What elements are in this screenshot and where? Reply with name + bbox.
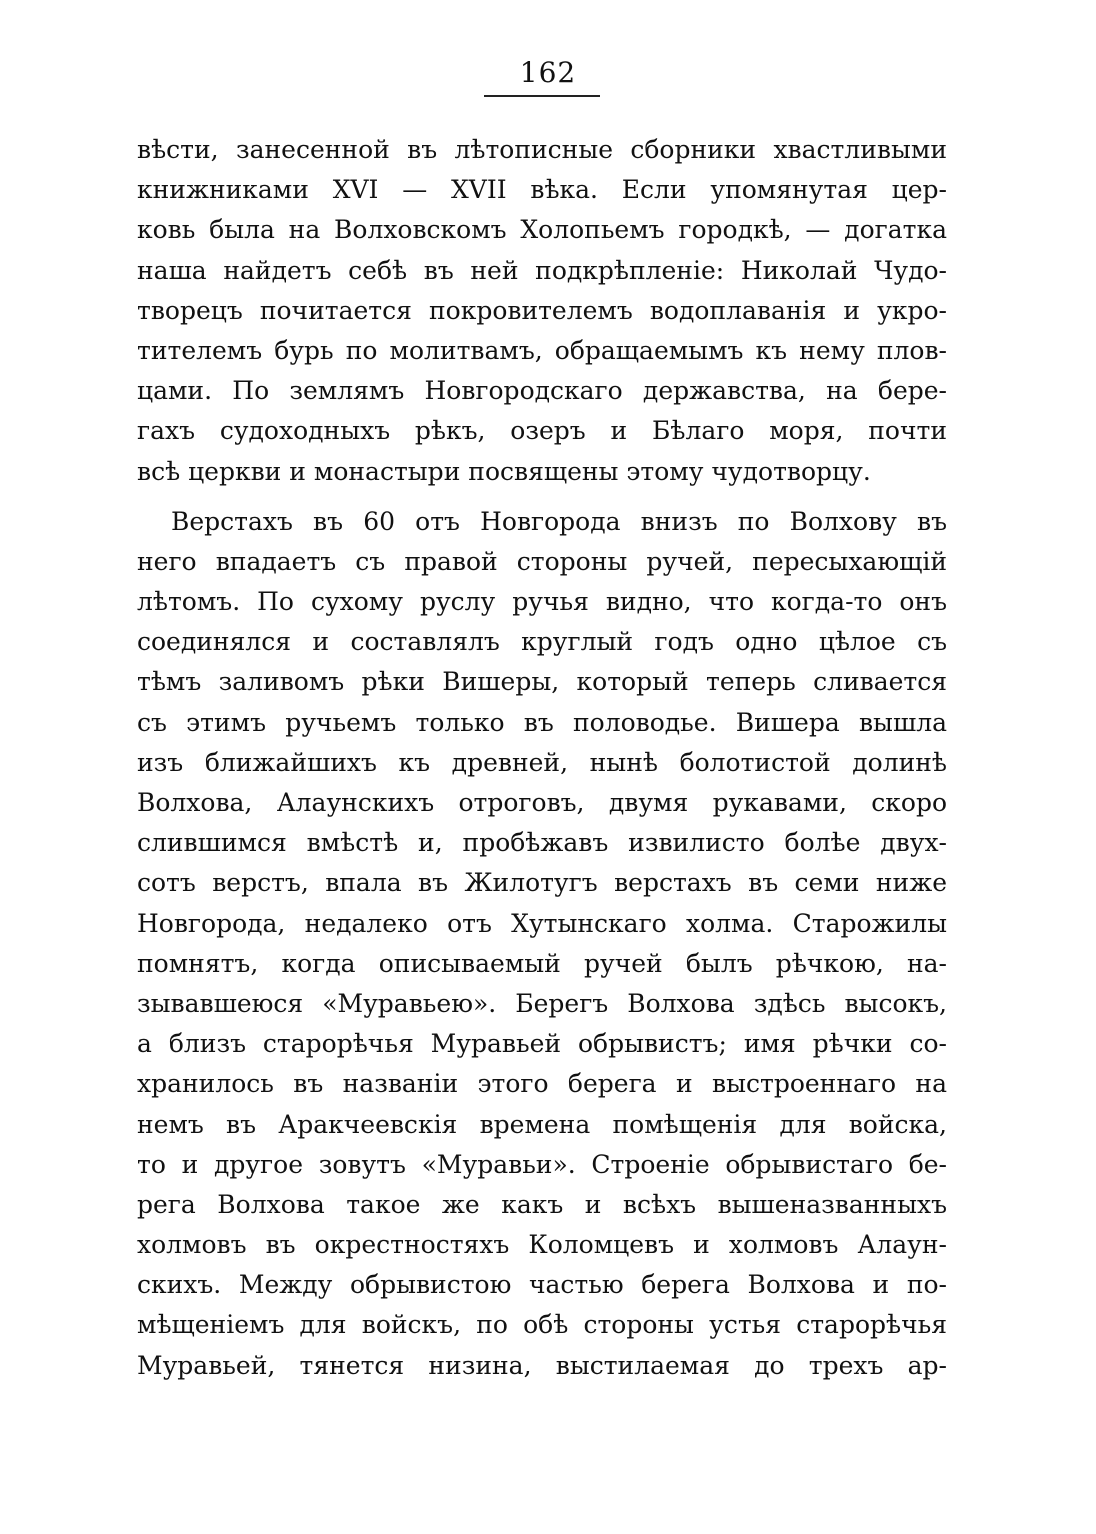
text-line: Муравьей, тянется низина, выстилаемая до трехъ ар- [137, 1350, 947, 1380]
text-line: помнятъ, когда описываемый ручей былъ рѣчкою, на- [137, 948, 947, 978]
text-line: а близъ старорѣчья Муравьей обрывистъ; имя рѣчки со- [137, 1029, 947, 1059]
text-line: ковь была на Волховскомъ Холопьемъ городкѣ, — догатка [137, 215, 947, 245]
text-line: наша найдетъ себѣ въ ней подкрѣпленіе: Николай Чудо- [137, 255, 947, 285]
text-line: книжниками XVI — XVII вѣка. Если упомянутая цер- [137, 175, 947, 205]
page-number: 162 [519, 56, 577, 89]
paragraph-1 [137, 130, 947, 492]
text-line: хранилось въ названіи этого берега и выстроеннаго на [137, 1069, 947, 1099]
text-line: творецъ почитается покровителемъ водоплаванія и укро- [137, 295, 947, 325]
text-line: тѣмъ заливомъ рѣки Вишеры, который теперь сливается [137, 667, 947, 697]
text-line: то и другое зовутъ «Муравьи». Строеніе обрывистаго бе- [137, 1149, 947, 1179]
paragraph-2 [137, 502, 947, 1386]
text-line: тителемъ бурь по молитвамъ, обращаемымъ къ нему плов- [137, 335, 947, 365]
text-line: сотъ верстъ, впала въ Жилотугъ верстахъ въ семи ниже [137, 868, 947, 898]
text-line: Новгорода, недалеко отъ Хутынскаго холма. Старожилы [137, 908, 947, 938]
text-line: Верстахъ въ 60 отъ Новгорода внизъ по Волхову въ [171, 506, 947, 536]
paragraph-gap [137, 492, 947, 502]
text-line: слившимся вмѣстѣ и, пробѣжавъ извилисто болѣе двух- [137, 828, 947, 858]
text-line: цами. По землямъ Новгородскаго державства, на бере- [137, 376, 947, 406]
text-line: лѣтомъ. По сухому руслу ручья видно, что когда-то онъ [137, 587, 947, 617]
text-line: изъ ближайшихъ къ древней, нынѣ болотистой долинѣ [137, 747, 947, 777]
text-line: мѣщеніемъ для войскъ, по обѣ стороны устья старорѣчья [137, 1310, 947, 1340]
body-text [137, 130, 947, 1386]
text-line: него впадаетъ съ правой стороны ручей, пересыхающій [137, 546, 947, 576]
text-line: холмовъ въ окрестностяхъ Коломцевъ и холмовъ Алаун- [137, 1230, 947, 1260]
text-line: гахъ судоходныхъ рѣкъ, озеръ и Бѣлаго моря, почти [137, 416, 947, 446]
text-line: скихъ. Между обрывистою частью берега Волхова и по- [137, 1270, 947, 1300]
text-line: соединялся и составлялъ круглый годъ одно цѣлое съ [137, 627, 947, 657]
text-line: немъ въ Аракчеевскія времена помѣщенія для войска, [137, 1109, 947, 1139]
text-line: вѣсти, занесенной въ лѣтописные сборники хвастливыми [137, 135, 947, 164]
text-line: всѣ церкви и монастыри посвящены этому чудотворцу. [137, 456, 871, 486]
text-line: зывавшеюся «Муравьею». Берегъ Волхова здѣсь высокъ, [137, 988, 947, 1018]
text-line: рега Волхова такое же какъ и всѣхъ вышеназванныхъ [137, 1189, 947, 1219]
text-line: съ этимъ ручьемъ только въ половодье. Вишера вышла [137, 707, 947, 737]
page-number-rule [484, 95, 600, 97]
text-line: Волхова, Алаунскихъ отроговъ, двумя рукавами, скоро [137, 788, 947, 817]
